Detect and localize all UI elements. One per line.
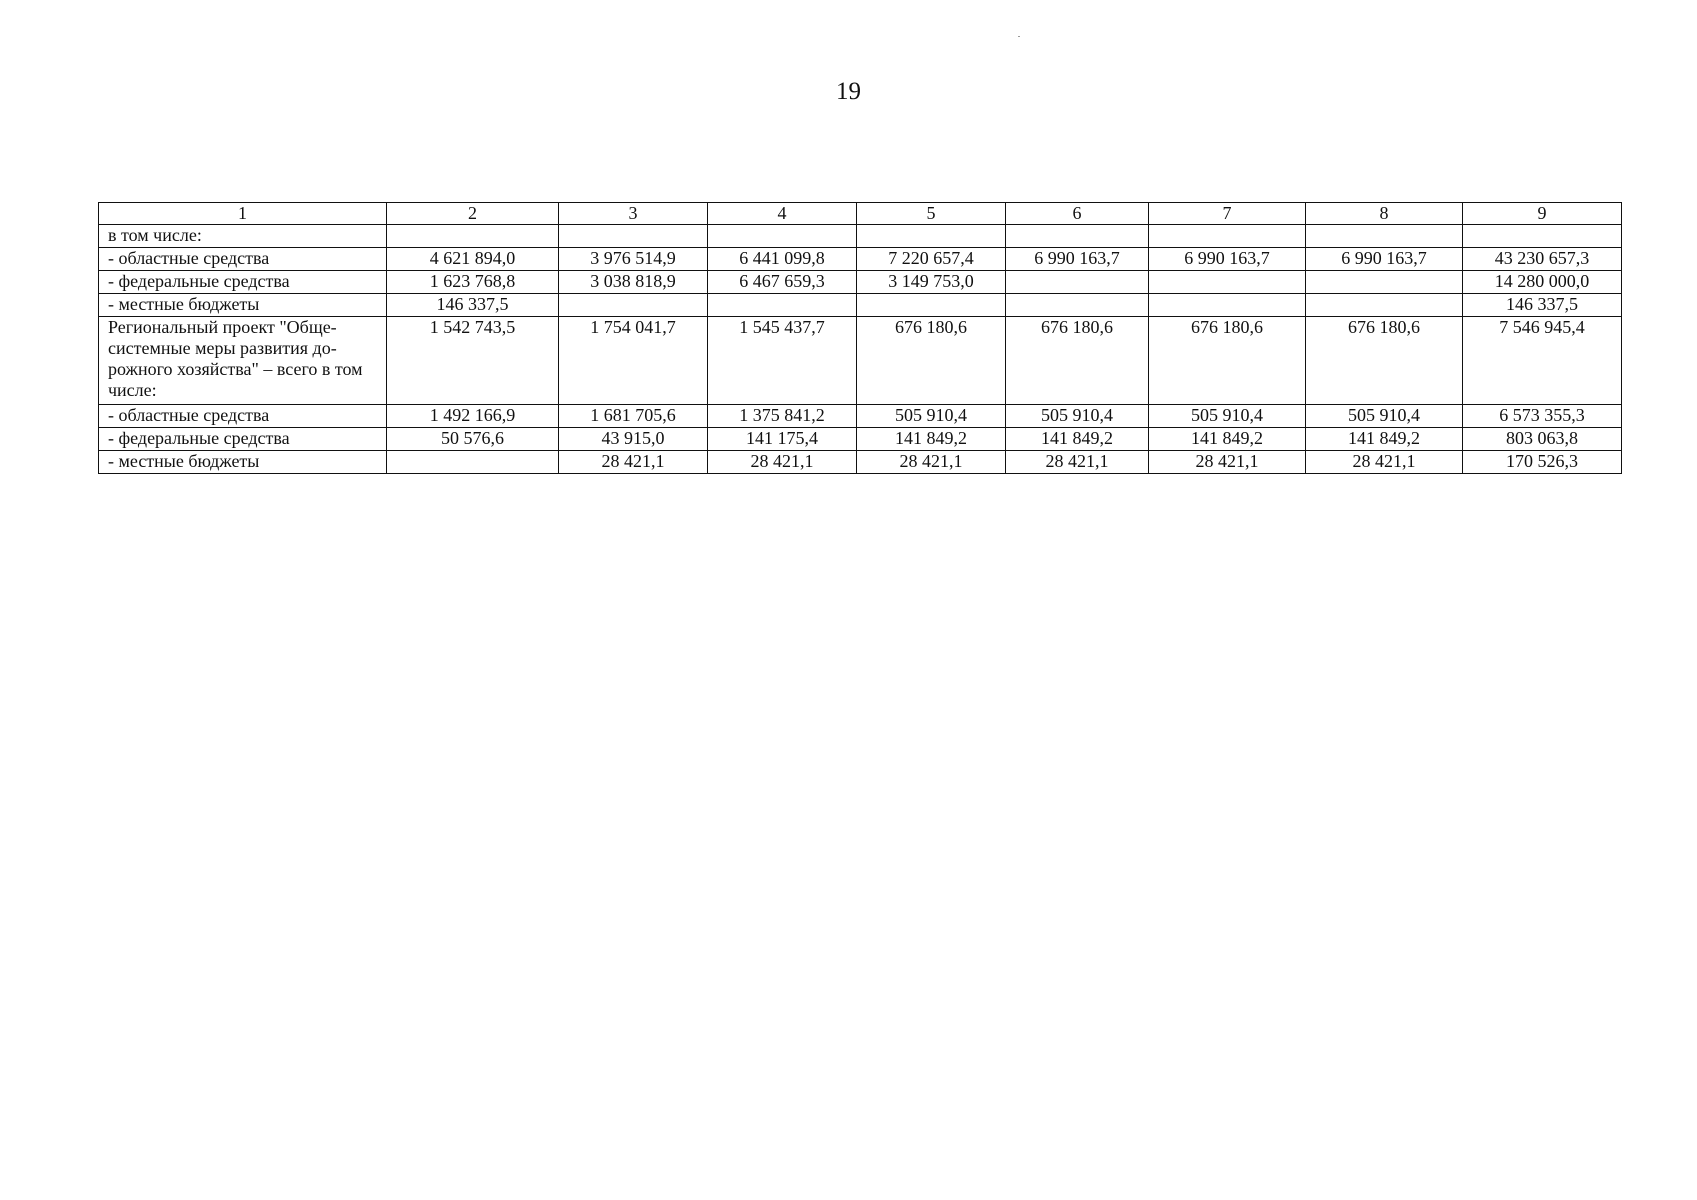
table-cell: 141 849,2 (1149, 428, 1306, 451)
table-row (99, 317, 1622, 405)
table-cell: 43 915,0 (559, 428, 708, 451)
table-cell: 146 337,5 (1463, 294, 1622, 317)
table-cell: 6 441 099,8 (708, 248, 857, 271)
table-cell (1149, 271, 1306, 294)
table-cell: 803 063,8 (1463, 428, 1622, 451)
table-cell (708, 225, 857, 248)
column-number-cell: 2 (387, 203, 559, 225)
table-cell (1306, 225, 1463, 248)
table-cell: 676 180,6 (857, 317, 1006, 405)
table-row (99, 271, 1622, 294)
table-cell: 6 990 163,7 (1306, 248, 1463, 271)
table-cell: 1 542 743,5 (387, 317, 559, 405)
table-cell (1149, 225, 1306, 248)
table-cell (1006, 225, 1149, 248)
table-cell: 6 990 163,7 (1006, 248, 1149, 271)
table-cell: 28 421,1 (1149, 451, 1306, 474)
table-cell: 43 230 657,3 (1463, 248, 1622, 271)
row-label: - местные бюджеты (99, 294, 387, 317)
table-cell (1306, 271, 1463, 294)
table-cell: 6 467 659,3 (708, 271, 857, 294)
table-cell (708, 294, 857, 317)
table-cell (387, 451, 559, 474)
table-cell: 1 681 705,6 (559, 405, 708, 428)
table-cell: 6 573 355,3 (1463, 405, 1622, 428)
table-cell: 1 375 841,2 (708, 405, 857, 428)
table-cell: 676 180,6 (1149, 317, 1306, 405)
budget-table (98, 202, 1622, 474)
table-cell: 3 149 753,0 (857, 271, 1006, 294)
table-row (99, 294, 1622, 317)
table-row (99, 451, 1622, 474)
column-number-cell: 6 (1006, 203, 1149, 225)
row-label: - местные бюджеты (99, 451, 387, 474)
table-cell: 141 849,2 (1306, 428, 1463, 451)
table-cell: 6 990 163,7 (1149, 248, 1306, 271)
table-cell (1463, 225, 1622, 248)
table-cell: 28 421,1 (857, 451, 1006, 474)
table-cell: 3 038 818,9 (559, 271, 708, 294)
table-row (99, 225, 1622, 248)
table-cell: 141 849,2 (1006, 428, 1149, 451)
table-cell: 505 910,4 (1149, 405, 1306, 428)
table-cell (1006, 271, 1149, 294)
table-cell: 505 910,4 (857, 405, 1006, 428)
table-cell (1306, 294, 1463, 317)
column-number-row (99, 203, 1622, 225)
table-cell: 50 576,6 (387, 428, 559, 451)
table-cell: 1 545 437,7 (708, 317, 857, 405)
table-cell: 7 546 945,4 (1463, 317, 1622, 405)
table-cell: 505 910,4 (1306, 405, 1463, 428)
column-number-cell: 3 (559, 203, 708, 225)
table-cell: 1 754 041,7 (559, 317, 708, 405)
table-cell (559, 294, 708, 317)
column-number-cell: 1 (99, 203, 387, 225)
table-cell: 4 621 894,0 (387, 248, 559, 271)
table-cell: 28 421,1 (559, 451, 708, 474)
table-cell (559, 225, 708, 248)
table-row (99, 405, 1622, 428)
table-cell: 28 421,1 (1306, 451, 1463, 474)
column-number-cell: 4 (708, 203, 857, 225)
table-cell: 676 180,6 (1006, 317, 1149, 405)
table-cell (857, 294, 1006, 317)
table-cell (1149, 294, 1306, 317)
table-cell: 146 337,5 (387, 294, 559, 317)
row-label: - областные средства (99, 248, 387, 271)
row-label: Региональный проект "Обще-системные меры развития до-рожного хозяйства" – всего в том числе: (99, 317, 387, 405)
column-number-cell: 9 (1463, 203, 1622, 225)
table-cell (857, 225, 1006, 248)
table-cell: 3 976 514,9 (559, 248, 708, 271)
column-number-cell: 8 (1306, 203, 1463, 225)
table-cell: 141 175,4 (708, 428, 857, 451)
row-label: - федеральные средства (99, 428, 387, 451)
page-number: 19 (836, 78, 861, 105)
column-number-cell: 5 (857, 203, 1006, 225)
table-cell (1006, 294, 1149, 317)
table-cell: 676 180,6 (1306, 317, 1463, 405)
table-row (99, 248, 1622, 271)
table-cell: 1 492 166,9 (387, 405, 559, 428)
table-cell (387, 225, 559, 248)
scan-artifact-dot (1018, 36, 1020, 37)
table-cell: 1 623 768,8 (387, 271, 559, 294)
table-cell: 170 526,3 (1463, 451, 1622, 474)
table-cell: 7 220 657,4 (857, 248, 1006, 271)
table-cell: 28 421,1 (1006, 451, 1149, 474)
table-row (99, 428, 1622, 451)
row-label: в том числе: (99, 225, 387, 248)
table-cell: 28 421,1 (708, 451, 857, 474)
row-label: - областные средства (99, 405, 387, 428)
table-cell: 505 910,4 (1006, 405, 1149, 428)
table-cell: 14 280 000,0 (1463, 271, 1622, 294)
column-number-cell: 7 (1149, 203, 1306, 225)
row-label: - федеральные средства (99, 271, 387, 294)
budget-table-body (99, 203, 1622, 474)
table-cell: 141 849,2 (857, 428, 1006, 451)
